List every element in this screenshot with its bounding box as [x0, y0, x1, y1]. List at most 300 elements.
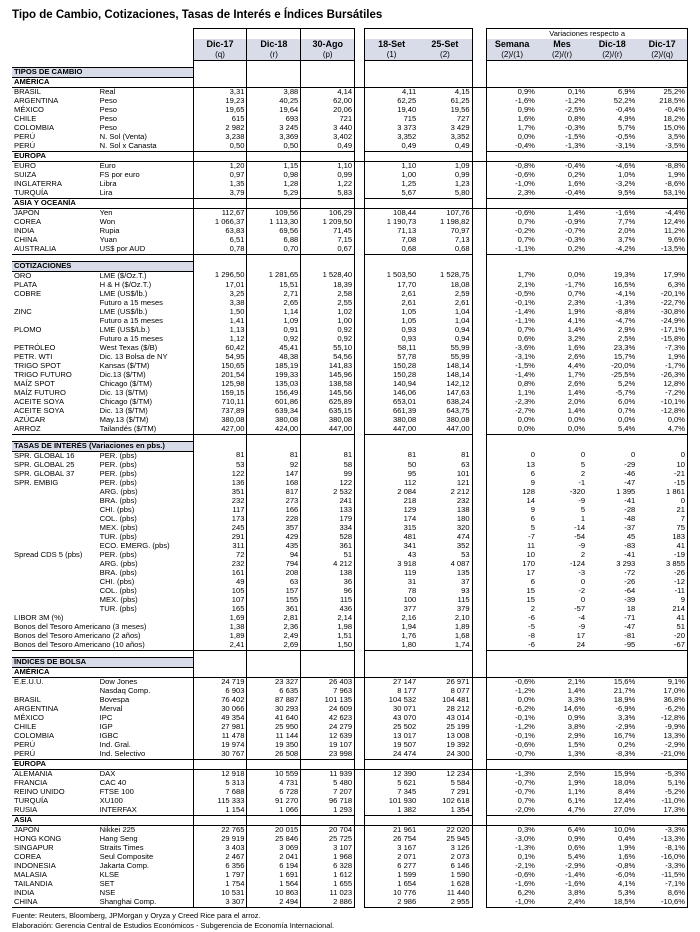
value-cell: 3,8% — [567, 721, 586, 731]
row-label: PERÚ — [14, 131, 36, 141]
value-cell: 43 014 — [418, 714, 472, 723]
cell — [472, 97, 487, 106]
value-cell: 1,41 — [193, 317, 247, 326]
value-cell: 19 507 — [364, 741, 418, 750]
value-cell: 105 — [193, 587, 247, 596]
cell — [193, 29, 247, 40]
value-cell: 2,0% — [617, 225, 636, 235]
value-cell: -16,0% — [637, 853, 687, 862]
value-cell: 0,2% — [537, 245, 587, 255]
cell — [355, 560, 365, 569]
cell — [587, 657, 637, 667]
region-header — [12, 151, 688, 161]
value-cell: -0,2% — [487, 227, 537, 236]
value-cell: 81 — [301, 451, 355, 461]
cell — [355, 732, 365, 741]
value-cell: 1,7% — [567, 369, 586, 379]
value-cell: 13 008 — [418, 732, 472, 741]
value-cell: 1 066 — [247, 806, 301, 816]
value-cell: 145,96 — [301, 371, 355, 380]
value-cell: -26,3% — [637, 371, 687, 380]
value-cell: 7,7% — [617, 216, 636, 226]
value-cell: 1 209,50 — [301, 218, 355, 227]
row-label: SET — [99, 878, 115, 888]
cell — [487, 441, 537, 451]
row-label: TURQUÍA — [14, 795, 49, 805]
value-cell: 6 328 — [301, 862, 355, 871]
row-label: CHINA — [12, 898, 98, 908]
cell — [587, 650, 637, 657]
value-cell: 10,0% — [613, 824, 636, 834]
value-cell: 19 392 — [418, 741, 472, 750]
value-cell: 1,6% — [487, 115, 537, 124]
header-sub-row — [12, 50, 688, 61]
value-cell: 18,5% — [587, 898, 637, 908]
value-cell: -1,4% — [565, 869, 586, 879]
cell — [355, 569, 365, 578]
cell — [587, 441, 637, 451]
cell — [355, 208, 365, 218]
value-cell: -6 — [487, 641, 537, 651]
cell — [472, 461, 487, 470]
value-cell: -8,6% — [637, 180, 687, 189]
region-title: EUROPA — [12, 759, 193, 769]
cell — [98, 434, 193, 441]
spacer-row — [12, 650, 688, 657]
row-label: PERÚ — [14, 739, 36, 749]
col-header: Dic-17 — [193, 39, 247, 50]
row-label: COBRE — [14, 288, 42, 298]
row-label: Jakarta Comp. — [99, 860, 150, 870]
value-cell: -0,8% — [615, 860, 636, 870]
row-label: INDIA — [14, 225, 35, 235]
cell — [472, 714, 487, 723]
value-cell: -2,5% — [565, 104, 586, 114]
value-cell: 100 — [364, 596, 418, 605]
value-cell: 0,0% — [487, 425, 537, 435]
value-cell: 2,55 — [301, 299, 355, 308]
value-cell: -0,8% — [487, 161, 537, 171]
value-cell: 3,25 — [193, 290, 247, 299]
value-cell: 794 — [247, 560, 301, 569]
cell — [364, 434, 418, 441]
value-cell: 9,5% — [587, 189, 637, 199]
value-cell: -1,1% — [487, 245, 537, 255]
cell — [355, 271, 365, 281]
value-cell: 0,9% — [487, 106, 537, 115]
cell — [487, 815, 537, 825]
value-cell: 3 918 — [364, 560, 418, 569]
cell — [472, 29, 487, 40]
value-cell: 0,68 — [418, 245, 472, 255]
value-cell: 31 — [364, 578, 418, 587]
cell — [355, 677, 365, 687]
value-cell: 0,9% — [567, 833, 586, 843]
table-row — [12, 898, 688, 908]
row-label: H & H ($/Oz.T.) — [99, 279, 152, 289]
value-cell: 817 — [247, 488, 301, 497]
value-cell: 0,0% — [617, 414, 636, 424]
row-label: TUR. (pbs) — [99, 603, 137, 613]
value-cell: -30,8% — [637, 308, 687, 317]
value-cell: 0,0% — [487, 696, 537, 705]
row-label — [12, 587, 98, 596]
value-cell: 1 528,40 — [301, 271, 355, 281]
cell — [537, 815, 587, 825]
cell — [472, 497, 487, 506]
cell — [587, 67, 637, 77]
value-cell: -46 — [624, 468, 636, 478]
value-cell: -1 — [578, 477, 586, 487]
cell — [472, 835, 487, 844]
value-cell: 75 — [637, 524, 687, 533]
row-label: CHINA — [14, 234, 38, 244]
cell — [472, 236, 487, 245]
value-cell: 20 704 — [301, 825, 355, 835]
value-cell: 174 — [364, 515, 418, 524]
value-cell: 18,9% — [613, 694, 636, 704]
value-cell: 232 — [193, 560, 247, 569]
region-title: EUROPA — [12, 151, 193, 161]
cell — [537, 67, 587, 77]
value-cell: 13 017 — [364, 732, 418, 741]
value-cell: 1,05 — [364, 308, 418, 317]
row-label: Ind. Gral. — [99, 739, 131, 749]
cell — [355, 389, 365, 398]
row-label: PERÚ — [12, 142, 98, 152]
row-label: COREA — [14, 851, 42, 861]
value-cell: 150,65 — [193, 362, 247, 371]
cell — [193, 815, 247, 825]
value-cell: 109,56 — [247, 208, 301, 218]
cell — [472, 578, 487, 587]
value-cell: 5,83 — [301, 189, 355, 199]
cell — [472, 797, 487, 806]
value-cell: 2,14 — [301, 614, 355, 623]
row-label: INDONESIA — [14, 860, 56, 870]
value-cell: 6 — [487, 578, 537, 587]
value-cell: 1,00 — [364, 171, 418, 180]
value-cell: 1,50 — [193, 308, 247, 317]
row-label: EURO — [14, 160, 36, 170]
cell — [472, 479, 487, 488]
cell — [355, 434, 365, 441]
value-cell: 1 281,65 — [247, 271, 301, 281]
cell — [472, 416, 487, 425]
value-cell: 6 146 — [418, 862, 472, 871]
cell — [355, 524, 365, 533]
cell — [472, 542, 487, 551]
value-cell: 1 628 — [418, 880, 472, 889]
value-cell: -6,0% — [615, 869, 636, 879]
row-label — [12, 488, 98, 497]
value-cell: 315 — [364, 524, 418, 533]
value-cell: 69,56 — [247, 227, 301, 236]
value-cell: 4 731 — [247, 779, 301, 788]
value-cell: 424,00 — [247, 425, 301, 435]
var-col-header: Semana — [487, 39, 537, 50]
value-cell: -29 — [624, 459, 636, 469]
cell — [364, 759, 418, 769]
value-cell: -28 — [624, 504, 636, 514]
cell — [587, 77, 637, 87]
value-cell: 63 — [418, 461, 472, 470]
table-row — [12, 806, 688, 816]
value-cell: -6,2% — [637, 705, 687, 714]
value-cell: 1 564 — [247, 880, 301, 889]
value-cell: -83 — [624, 540, 636, 550]
row-label: INGLATERRA — [14, 178, 62, 188]
value-cell: 0,6% — [487, 335, 537, 344]
cell — [355, 161, 365, 171]
cell — [418, 77, 472, 87]
value-cell: 173 — [193, 515, 247, 524]
value-cell: -21 — [637, 470, 687, 479]
value-cell: 10 559 — [247, 769, 301, 779]
value-cell: -67 — [637, 641, 687, 651]
value-cell: 185,19 — [247, 362, 301, 371]
var-col-subheader: (2)/(r) — [537, 50, 587, 61]
value-cell: 62,00 — [301, 97, 355, 106]
table-row — [12, 425, 688, 435]
col-subheader: (p) — [301, 50, 355, 61]
value-cell: 2 982 — [193, 124, 247, 133]
value-cell: 28 212 — [418, 705, 472, 714]
cell — [472, 308, 487, 317]
value-cell: 180 — [418, 515, 472, 524]
row-label — [12, 506, 98, 515]
row-label: CHI. (pbs) — [99, 576, 135, 586]
value-cell: 36,8% — [637, 696, 687, 705]
value-cell: 1,6% — [617, 851, 636, 861]
cell — [472, 208, 487, 218]
value-cell: 101 930 — [364, 797, 418, 806]
cell — [472, 759, 487, 769]
value-cell: 0,0% — [567, 270, 586, 280]
value-cell: 12 639 — [301, 732, 355, 741]
cell — [355, 533, 365, 542]
value-cell: 9 — [637, 596, 687, 605]
row-label: ARGENTINA — [14, 703, 59, 713]
value-cell: 8,4% — [617, 786, 636, 796]
value-cell: -13,5% — [637, 245, 687, 255]
value-cell: 95 — [364, 470, 418, 479]
cell — [472, 407, 487, 416]
cell — [472, 261, 487, 271]
value-cell: -0,6% — [487, 741, 537, 750]
value-cell: -2,3% — [487, 398, 537, 407]
value-cell: 8,6% — [637, 889, 687, 898]
cell — [355, 696, 365, 705]
row-label: FS por euro — [99, 169, 140, 179]
value-cell: 2,6% — [567, 351, 586, 361]
cell — [364, 29, 418, 40]
value-cell: 0,94 — [418, 326, 472, 335]
value-cell: 0,4% — [617, 833, 636, 843]
value-cell: -1,5% — [487, 362, 537, 371]
value-cell: 17,9% — [637, 271, 687, 281]
value-cell: 8 077 — [418, 687, 472, 696]
variaciones-label: Variaciones respecto a — [487, 29, 688, 40]
cell — [487, 657, 537, 667]
value-cell: 2 955 — [418, 898, 472, 908]
cell — [355, 362, 365, 371]
value-cell: -9 — [578, 621, 586, 631]
value-cell: 2,71 — [247, 290, 301, 299]
row-label — [12, 578, 98, 587]
row-label: ARGENTINA — [14, 95, 59, 105]
value-cell: 1 296,50 — [193, 271, 247, 281]
header-row — [12, 39, 688, 50]
value-cell: 54,56 — [301, 353, 355, 362]
cell — [472, 362, 487, 371]
value-cell: -8,3% — [587, 750, 637, 760]
value-cell: 427,00 — [193, 425, 247, 435]
value-cell: 1 354 — [418, 806, 472, 816]
cell — [587, 198, 637, 208]
value-cell: 5,29 — [247, 189, 301, 199]
value-cell: 2,9% — [567, 730, 586, 740]
value-cell: 1 293 — [301, 806, 355, 816]
value-cell: 2 212 — [418, 488, 472, 497]
cell — [487, 650, 537, 657]
value-cell: 661,39 — [364, 407, 418, 416]
row-label: Peso — [99, 95, 117, 105]
value-cell: -2 — [578, 585, 586, 595]
cell — [247, 77, 301, 87]
value-cell: -4 — [578, 612, 586, 622]
value-cell: 125,98 — [193, 380, 247, 389]
value-cell: 0,49 — [418, 142, 472, 152]
value-cell: 643,75 — [418, 407, 472, 416]
value-cell: -7 — [487, 533, 537, 542]
cell — [637, 657, 687, 667]
cell — [355, 407, 365, 416]
row-label: TRIGO FUTURO — [14, 369, 72, 379]
value-cell: 0,9% — [487, 87, 537, 97]
cell — [355, 87, 365, 97]
value-cell: 3 429 — [418, 124, 472, 133]
value-cell: 245 — [193, 524, 247, 533]
cell — [355, 797, 365, 806]
cell — [472, 353, 487, 362]
value-cell: -124 — [569, 558, 586, 568]
value-cell: 41 — [637, 614, 687, 623]
row-label: Euro — [99, 160, 116, 170]
cell — [355, 779, 365, 788]
row-label: ALEMANIA — [14, 768, 53, 778]
value-cell: 2 — [580, 468, 586, 478]
value-cell: 43 070 — [364, 714, 418, 723]
cell — [355, 714, 365, 723]
cell — [418, 151, 472, 161]
cell — [637, 815, 687, 825]
value-cell: 2 — [580, 549, 586, 559]
value-cell: 24 300 — [418, 750, 472, 760]
value-cell: 2 084 — [364, 488, 418, 497]
row-label: Won — [99, 216, 116, 226]
cell — [472, 750, 487, 760]
value-cell: 142,12 — [418, 380, 472, 389]
value-cell: 27 981 — [193, 723, 247, 732]
cell — [355, 605, 365, 614]
value-cell: 30 767 — [193, 750, 247, 760]
cell — [247, 759, 301, 769]
cell — [355, 759, 365, 769]
value-cell: 2 532 — [301, 488, 355, 497]
value-cell: 5 — [487, 524, 537, 533]
value-cell: 3,8% — [567, 887, 586, 897]
value-cell: 1,4% — [567, 685, 586, 695]
value-cell: 17,3% — [637, 806, 687, 816]
cell — [487, 434, 537, 441]
cell — [472, 825, 487, 835]
value-cell: 168 — [247, 479, 301, 488]
row-label: ARG. (pbs) — [99, 558, 138, 568]
cell — [364, 198, 418, 208]
cell — [355, 880, 365, 889]
cell — [355, 515, 365, 524]
cell — [587, 434, 637, 441]
region-header — [12, 198, 688, 208]
value-cell: 51 — [637, 623, 687, 632]
cell — [418, 29, 472, 40]
row-label: Real — [99, 86, 116, 96]
value-cell: 1,80 — [364, 641, 418, 651]
value-cell: 5,3% — [617, 887, 636, 897]
value-cell: 1,09 — [247, 317, 301, 326]
value-cell: -20 — [637, 632, 687, 641]
section-header — [12, 657, 688, 667]
cell — [537, 77, 587, 87]
value-cell: 6 194 — [247, 862, 301, 871]
row-label: ACEITE SOYA — [14, 405, 65, 415]
value-cell: 17,01 — [193, 281, 247, 290]
cell — [355, 451, 365, 461]
value-cell: -20,0% — [611, 360, 636, 370]
value-cell: 273 — [247, 497, 301, 506]
row-label: Dow Jones — [99, 676, 138, 686]
cell — [12, 650, 98, 657]
value-cell: 21,7% — [613, 685, 636, 695]
value-cell: 2,10 — [418, 614, 472, 623]
row-label: MALASIA — [14, 869, 47, 879]
value-cell: 135 — [418, 569, 472, 578]
cell — [472, 806, 487, 816]
value-cell: 0,2% — [567, 169, 586, 179]
col-header: 18-Set — [364, 39, 418, 50]
value-cell: 2 — [487, 605, 537, 614]
row-label: CHI. (pbs) — [99, 504, 135, 514]
cell — [247, 650, 301, 657]
value-cell: 201,54 — [193, 371, 247, 380]
var-col-subheader: (2)/(1) — [487, 50, 537, 61]
row-label: HONG KONG — [14, 833, 62, 843]
value-cell: 41 — [637, 542, 687, 551]
value-cell: 1,04 — [418, 308, 472, 317]
value-cell: 1,14 — [247, 308, 301, 317]
cell — [355, 299, 365, 308]
value-cell: -54 — [574, 531, 586, 541]
value-cell: 136 — [193, 479, 247, 488]
value-cell: 0,7% — [487, 326, 537, 335]
cell — [587, 667, 637, 677]
cell — [301, 650, 355, 657]
value-cell: -24,9% — [637, 317, 687, 326]
value-cell: 7 291 — [418, 788, 472, 797]
var-col-header: Mes — [537, 39, 587, 50]
value-cell: 639,34 — [247, 407, 301, 416]
